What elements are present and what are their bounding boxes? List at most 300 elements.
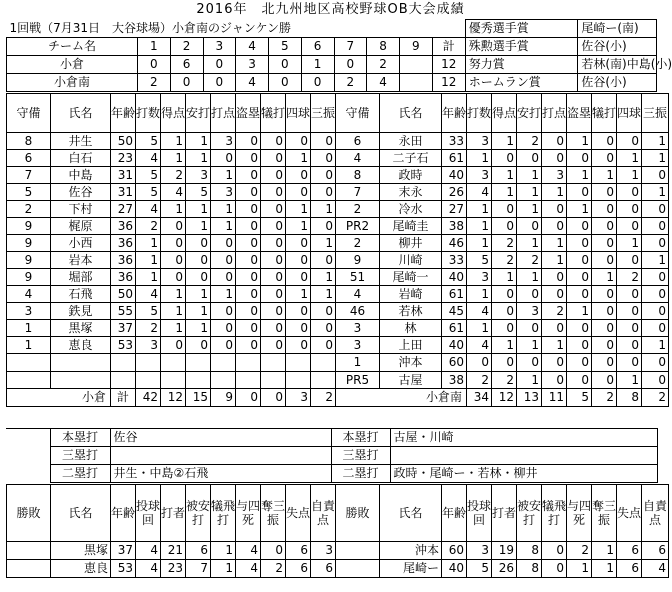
batting-column-header: 打点 [542, 94, 567, 133]
batting-stat: 0 [311, 252, 336, 269]
batting-stat: 2 [492, 252, 517, 269]
pitching-stat [336, 542, 380, 560]
batting-stat: 0 [211, 235, 236, 252]
pitching-stat: 2 [261, 560, 286, 578]
batting-stat: 1 [286, 218, 311, 235]
batting-stat: 3 [136, 337, 161, 354]
batting-stat: 1 [567, 133, 592, 150]
batting-stat: 2 [517, 252, 542, 269]
batting-total: 15 [186, 389, 211, 407]
batting-stat: 1 [492, 167, 517, 184]
batting-stat [261, 354, 286, 372]
batting-stat: 1 [311, 286, 336, 303]
batting-stat: 0 [236, 235, 261, 252]
batting-stat: 61 [442, 150, 467, 167]
batting-stat: 0 [211, 320, 236, 337]
batting-stat: 23 [111, 150, 136, 167]
batting-stat: 0 [311, 320, 336, 337]
award-value: 若林(南)中島(小) [578, 56, 657, 74]
batting-stat: 0 [592, 235, 617, 252]
inning-header: 6 [301, 38, 334, 56]
batting-stat: 3 [211, 133, 236, 150]
batting-stat: 1 [136, 269, 161, 286]
pitching-stat [7, 560, 51, 578]
pitching-column-header: 犠飛打 [211, 485, 236, 542]
batting-total: 3 [286, 389, 311, 407]
pitcher-name: 尾崎ー [380, 560, 442, 578]
inning-header: 1 [138, 38, 171, 56]
batting-stat: 1 [311, 201, 336, 218]
batting-stat: 1 [186, 303, 211, 320]
batting-stat: 1 [592, 269, 617, 286]
page-title: 2016年 北九州地区高校野球OB大会成績 [196, 2, 465, 17]
player-name: 林 [380, 320, 442, 337]
batting-stat: 1 [492, 184, 517, 201]
batting-stat: 0 [592, 303, 617, 320]
batting-stat: 3 [211, 184, 236, 201]
batting-stat: 2 [517, 133, 542, 150]
table-row [7, 372, 669, 389]
batting-stat: 0 [642, 201, 669, 218]
batting-stat: 0 [261, 201, 286, 218]
table-row [7, 167, 669, 184]
hit-players [390, 447, 657, 465]
batting-column-header: 得点 [492, 94, 517, 133]
batting-stat: 0 [542, 286, 567, 303]
batting-stat: 1 [617, 235, 642, 252]
hit-type-label: 二塁打 [331, 465, 390, 483]
batting-stat: 0 [542, 218, 567, 235]
batting-stat: 0 [236, 201, 261, 218]
player-name: 黒塚 [51, 320, 111, 337]
pitching-header-row [7, 485, 669, 542]
batting-stat: 1 [161, 150, 186, 167]
batting-stat: 0 [492, 286, 517, 303]
batting-stat: 1 [286, 201, 311, 218]
batting-stat: 36 [111, 235, 136, 252]
pitching-column-header: 勝敗 [336, 485, 380, 542]
team-score-row [7, 74, 657, 92]
batting-stat: 0 [542, 320, 567, 337]
table-row [7, 269, 669, 286]
pitching-column-header: 氏名 [51, 485, 111, 542]
batting-stat: 6 [7, 150, 51, 167]
batting-stat: 3 [467, 133, 492, 150]
batting-total: 12 [492, 389, 517, 407]
batting-stat: 1 [542, 252, 567, 269]
batting-stat: 0 [286, 320, 311, 337]
hit-type-label: 二塁打 [50, 465, 110, 483]
batting-stat: 1 [617, 150, 642, 167]
batting-stat: 0 [311, 303, 336, 320]
pitching-stat: 0 [542, 560, 567, 578]
pitching-stat: 8 [517, 560, 542, 578]
batting-stat: 61 [442, 286, 467, 303]
pitching-stat: 1 [592, 542, 617, 560]
pitcher-name: 沖本 [380, 542, 442, 560]
batting-stat: 0 [567, 184, 592, 201]
batting-stat: 36 [111, 218, 136, 235]
batting-stat: 40 [442, 269, 467, 286]
batting-stat: 1 [136, 252, 161, 269]
batting-stat: 0 [492, 201, 517, 218]
table-row [7, 218, 669, 235]
hit-players: 政時・尾崎ー・若林・柳井 [390, 465, 657, 483]
pitching-stat: 4 [236, 560, 261, 578]
batting-stat: 7 [336, 184, 380, 201]
hit-players: 古屋・川崎 [390, 429, 657, 447]
batting-stat: 1 [161, 303, 186, 320]
batting-column-header: 盗塁 [567, 94, 592, 133]
award-value: 佐谷(小) [578, 74, 657, 92]
batting-stat: 0 [467, 354, 492, 372]
game-info-row [7, 20, 657, 38]
batting-stat: 0 [236, 286, 261, 303]
batting-stat: 0 [261, 218, 286, 235]
hit-row [6, 465, 657, 483]
table-row [7, 252, 669, 269]
batting-stat: 9 [7, 218, 51, 235]
batting-stat: 26 [442, 184, 467, 201]
batting-stat: 0 [161, 269, 186, 286]
batting-stat: 1 [186, 286, 211, 303]
batting-stat: 2 [336, 235, 380, 252]
batting-stat: 0 [211, 269, 236, 286]
pitching-stat: 37 [111, 542, 136, 560]
hit-row [6, 447, 657, 465]
pitching-stat: 3 [467, 542, 492, 560]
inning-score: 0 [203, 74, 236, 92]
batting-total: 5 [567, 389, 592, 407]
batting-stat: 1 [186, 150, 211, 167]
pitching-column-header: 年齢 [442, 485, 467, 542]
batting-stat: 0 [642, 354, 669, 372]
batting-stat: 0 [286, 337, 311, 354]
batting-stat: 0 [492, 218, 517, 235]
hit-row [6, 429, 657, 447]
batting-stat: 1 [161, 320, 186, 337]
batting-stat: 0 [567, 150, 592, 167]
batting-stat: 1 [467, 320, 492, 337]
batting-stat: 1 [186, 320, 211, 337]
batting-stat: 1 [517, 167, 542, 184]
player-name [51, 354, 111, 372]
pitching-stat: 6 [617, 560, 642, 578]
batting-stat: 0 [286, 269, 311, 286]
batting-stat: 2 [336, 201, 380, 218]
pitching-column-header: 被安打 [517, 485, 542, 542]
batting-stat: 2 [7, 201, 51, 218]
batting-stat: 6 [336, 133, 380, 150]
batting-stat: 3 [336, 337, 380, 354]
batting-stat [236, 354, 261, 372]
pitching-column-header: 投球回 [136, 485, 161, 542]
pitching-stat: 4 [236, 542, 261, 560]
batting-stat: 0 [311, 337, 336, 354]
batting-stat: 0 [286, 184, 311, 201]
batting-stat: 1 [161, 286, 186, 303]
pitching-stat: 1 [211, 542, 236, 560]
batting-stat: 0 [311, 167, 336, 184]
batting-stat: 2 [467, 372, 492, 389]
pitching-stat: 6 [617, 542, 642, 560]
batting-stat: 1 [467, 286, 492, 303]
batting-stat: 0 [642, 320, 669, 337]
blank-cell [6, 447, 50, 465]
batting-stat: 1 [211, 218, 236, 235]
table-row [7, 560, 669, 578]
batting-stat: 0 [617, 320, 642, 337]
batting-stat: 5 [136, 303, 161, 320]
pitching-stat: 19 [492, 542, 517, 560]
inning-score [400, 56, 433, 74]
award-label: ホームラン賞 [465, 74, 578, 92]
batting-stat: 0 [236, 184, 261, 201]
batting-stat: 0 [567, 269, 592, 286]
batting-stat: 45 [442, 303, 467, 320]
batting-column-header: 守備 [336, 94, 380, 133]
batting-stat: 0 [236, 218, 261, 235]
batting-stat: 9 [7, 252, 51, 269]
team-name: 小倉 [7, 56, 138, 74]
award-label: 優秀選手賞 [465, 20, 578, 38]
batting-stat: 0 [542, 150, 567, 167]
batting-stat: 1 [211, 201, 236, 218]
award-value: 尾崎ー(南) [578, 20, 657, 38]
batting-stat: 50 [111, 133, 136, 150]
team-total: 12 [432, 56, 465, 74]
pitching-stat: 4 [642, 560, 669, 578]
batting-stat: 1 [492, 337, 517, 354]
table-row [7, 303, 669, 320]
batting-stat: 1 [211, 286, 236, 303]
batting-stat: 36 [111, 252, 136, 269]
batting-stat: 33 [442, 252, 467, 269]
batting-stat [7, 372, 51, 389]
batting-stat: 2 [617, 269, 642, 286]
batting-stat: 0 [492, 150, 517, 167]
batting-stat: 1 [517, 184, 542, 201]
extra-base-hits-table [6, 428, 658, 483]
batting-stat: 0 [286, 133, 311, 150]
batting-stat: 4 [136, 286, 161, 303]
batting-stat: 0 [261, 150, 286, 167]
batting-stat: 0 [617, 218, 642, 235]
pitching-stat: 26 [492, 560, 517, 578]
player-name: 岩本 [51, 252, 111, 269]
player-name: 石飛 [51, 286, 111, 303]
batting-stat: 0 [617, 286, 642, 303]
batting-stat: 0 [492, 303, 517, 320]
batting-column-header: 得点 [161, 94, 186, 133]
batting-column-header: 三振 [642, 94, 669, 133]
batting-stat: PR5 [336, 372, 380, 389]
inning-score: 4 [367, 74, 400, 92]
batting-stat: 0 [642, 167, 669, 184]
inning-score: 0 [301, 74, 334, 92]
batting-stat: 1 [517, 269, 542, 286]
batting-stat: 0 [542, 201, 567, 218]
batting-stat: 8 [7, 133, 51, 150]
batting-stat: 9 [336, 252, 380, 269]
batting-stat: 1 [517, 201, 542, 218]
batting-stat: 1 [642, 184, 669, 201]
batting-stat: 0 [236, 167, 261, 184]
batting-stat: 0 [642, 269, 669, 286]
batting-stat: 9 [7, 235, 51, 252]
batting-stat: 1 [186, 201, 211, 218]
batting-stat: 0 [236, 303, 261, 320]
hit-type-label: 本塁打 [50, 429, 110, 447]
batting-stat: 1 [467, 150, 492, 167]
award-label: 殊勲選手賞 [465, 38, 578, 56]
batting-stat [111, 354, 136, 372]
batting-stat: 0 [642, 218, 669, 235]
batting-stat: 8 [336, 167, 380, 184]
player-name: 若林 [380, 303, 442, 320]
batting-stat: 0 [642, 235, 669, 252]
batting-stat: 0 [161, 218, 186, 235]
batting-total: 計 [111, 389, 136, 407]
batting-total: 8 [617, 389, 642, 407]
inning-score: 0 [170, 74, 203, 92]
inning-score: 2 [334, 74, 367, 92]
batting-stat: 0 [542, 354, 567, 372]
pitching-stat: 6 [642, 542, 669, 560]
batting-stat: 4 [7, 286, 51, 303]
batting-total: 0 [261, 389, 286, 407]
batting-stat: 0 [567, 218, 592, 235]
batting-stat: 0 [517, 354, 542, 372]
player-name: 白石 [51, 150, 111, 167]
batting-stat: 0 [186, 337, 211, 354]
pitching-stat: 21 [161, 542, 186, 560]
batting-stat: 0 [567, 320, 592, 337]
batting-stat [211, 372, 236, 389]
batting-stat: 5 [467, 252, 492, 269]
batting-stat: 0 [592, 150, 617, 167]
batting-stat: 40 [442, 337, 467, 354]
batting-stat: 1 [567, 303, 592, 320]
batting-stat: 27 [442, 201, 467, 218]
batting-stat [7, 354, 51, 372]
batting-stat: 2 [492, 372, 517, 389]
batting-stat: 0 [261, 252, 286, 269]
batting-stat: 46 [336, 303, 380, 320]
batting-stat: 2 [136, 320, 161, 337]
batting-stat: 0 [592, 286, 617, 303]
batting-stat [161, 354, 186, 372]
pitching-stat: 4 [136, 560, 161, 578]
batting-stat: 33 [442, 133, 467, 150]
batting-stat: 0 [492, 320, 517, 337]
batting-stat: 1 [286, 150, 311, 167]
batting-stat: 1 [617, 372, 642, 389]
pitching-stat: 40 [442, 560, 467, 578]
batting-stat: 5 [186, 184, 211, 201]
player-name: 堀部 [51, 269, 111, 286]
player-name: 永田 [380, 133, 442, 150]
player-name: 川崎 [380, 252, 442, 269]
batting-stat: 46 [442, 235, 467, 252]
pitching-stat: 4 [136, 542, 161, 560]
pitching-column-header: 与四死 [567, 485, 592, 542]
batting-column-header: 犠打 [592, 94, 617, 133]
batting-total: 12 [161, 389, 186, 407]
batting-stat: 1 [336, 354, 380, 372]
pitching-column-header: 勝敗 [7, 485, 51, 542]
batting-stat: 0 [592, 337, 617, 354]
batting-stat: 1 [517, 372, 542, 389]
batting-column-header: 守備 [7, 94, 51, 133]
batting-stat: 0 [261, 184, 286, 201]
table-row [7, 542, 669, 560]
batting-stat: 1 [642, 337, 669, 354]
batting-stat: 38 [442, 372, 467, 389]
batting-stat [111, 372, 136, 389]
pitching-column-header: 打者 [492, 485, 517, 542]
batting-stat: 0 [542, 269, 567, 286]
table-row [7, 337, 669, 354]
pitching-column-header: 被安打 [186, 485, 211, 542]
inning-score: 0 [269, 56, 302, 74]
batting-stat: 0 [261, 303, 286, 320]
table-row [7, 201, 669, 218]
batting-stat: 3 [542, 167, 567, 184]
batting-stat: 1 [617, 167, 642, 184]
team-score-row [7, 56, 657, 74]
batting-total: 34 [467, 389, 492, 407]
batting-stat: 0 [286, 235, 311, 252]
player-name: 政時 [380, 167, 442, 184]
batting-stat: 4 [336, 150, 380, 167]
batting-stat: 37 [111, 320, 136, 337]
batting-stat: 4 [161, 184, 186, 201]
team-name: 小倉 [7, 389, 111, 407]
batting-stat: 0 [161, 252, 186, 269]
batting-stat: 0 [236, 320, 261, 337]
inning-score: 0 [138, 56, 171, 74]
pitching-stat: 6 [286, 560, 311, 578]
table-row [7, 235, 669, 252]
player-name: 中島 [51, 167, 111, 184]
batting-column-header: 安打 [186, 94, 211, 133]
batting-column-header: 打点 [211, 94, 236, 133]
batting-column-header: 安打 [517, 94, 542, 133]
batting-total: 2 [642, 389, 669, 407]
batting-stat: 0 [236, 269, 261, 286]
table-row [7, 354, 669, 372]
batting-stat: 3 [186, 167, 211, 184]
batting-stat [311, 372, 336, 389]
player-name: 柳井 [380, 235, 442, 252]
batting-column-header: 氏名 [51, 94, 111, 133]
pitching-stat: 0 [542, 542, 567, 560]
inning-score: 6 [170, 56, 203, 74]
batting-stat: 1 [567, 201, 592, 218]
batting-stat: 0 [592, 218, 617, 235]
inning-header: 2 [170, 38, 203, 56]
batting-column-header: 氏名 [380, 94, 442, 133]
batting-stat: 0 [617, 303, 642, 320]
batting-stat: 1 [642, 150, 669, 167]
batting-stat: 0 [211, 337, 236, 354]
pitching-column-header: 失点 [286, 485, 311, 542]
player-name: 梶原 [51, 218, 111, 235]
batting-stat: 0 [567, 337, 592, 354]
inning-score: 1 [301, 56, 334, 74]
hit-players [110, 447, 331, 465]
